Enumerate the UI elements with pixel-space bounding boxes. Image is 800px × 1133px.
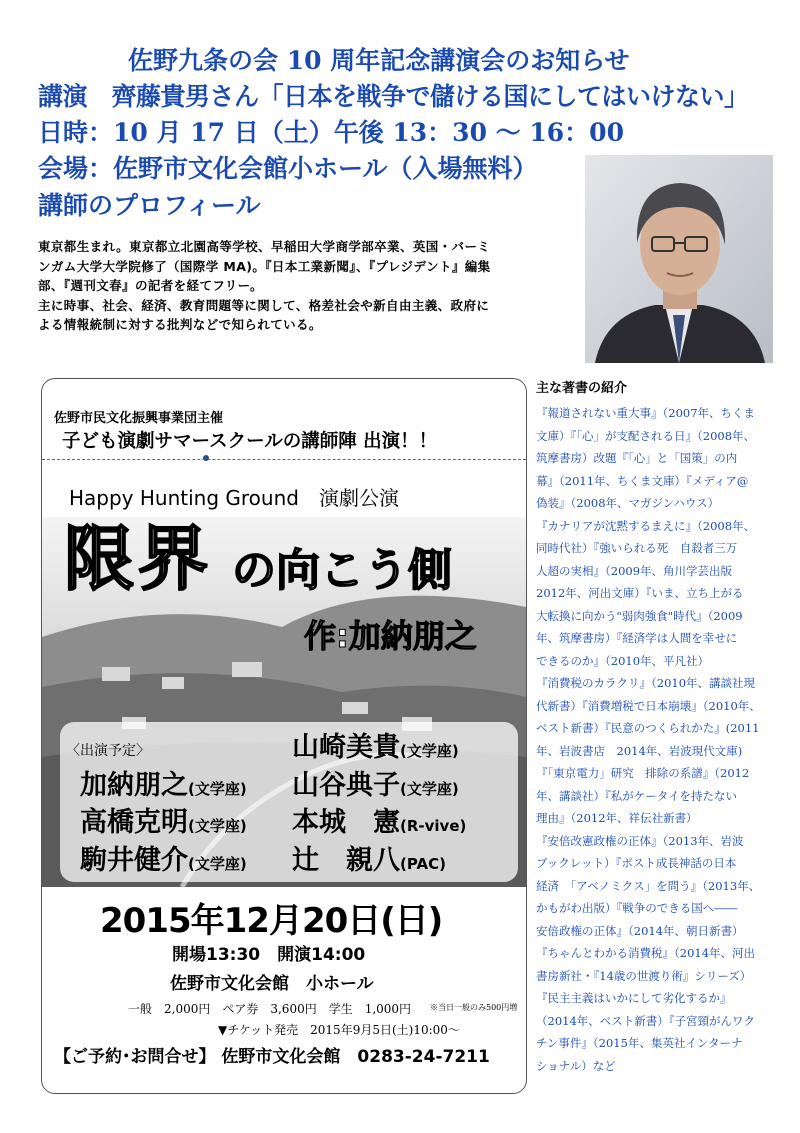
book-line: 幕』（2011年、ちくま文庫）『メディア@ — [536, 473, 749, 488]
speaker-portrait-icon — [585, 155, 773, 363]
cast-member — [292, 725, 459, 764]
book-line: 経済 「アベノミクス」を問う』（2013年、 — [536, 878, 761, 893]
bio-line: 部、『週刊文春』の記者を経てフリー。 — [38, 278, 263, 293]
cast-member — [80, 838, 247, 877]
speaker-bio — [38, 237, 578, 335]
flyer-troupe: Happy Hunting Ground 演劇公演 — [69, 486, 399, 510]
cast-affiliation: (文学座) — [400, 780, 459, 798]
cast-name: 駒井健介 — [80, 845, 188, 876]
divider-dot-icon — [203, 455, 209, 461]
cast-member — [80, 800, 247, 839]
cast-affiliation: (文学座) — [188, 817, 247, 835]
book-line: 『ちゃんとわかる消費税』（2014年、河出 — [536, 946, 756, 960]
cast-heading: 〈出演予定〉 — [66, 743, 150, 759]
book-line: 『民主主義はいかにして劣化するか』 — [536, 991, 732, 1005]
cast-member — [292, 838, 446, 877]
book-line: 『カナリアが沈黙するまえに』（2008年、 — [536, 518, 756, 533]
book-line: 同時代社）『強いられる死 自殺者三万 — [536, 541, 738, 555]
book-line: 『安倍改憲政権の正体』（2013年、岩波 — [536, 833, 744, 848]
play-title-sub: の向こう側 — [232, 545, 452, 596]
cast-name: 加納朋之 — [80, 770, 188, 801]
play-time: 開場13:30 開演14:00 — [172, 945, 366, 965]
play-venue: 佐野市文化会館 小ホール — [170, 974, 374, 994]
cast-affiliation: (文学座) — [188, 780, 247, 798]
book-line: 年、筑摩書房）『経済学は人間を幸せに — [536, 631, 738, 645]
book-line: 『「東京電力」研究 排除の系譜』（2012 — [536, 766, 750, 780]
book-line: 安倍政権の正体』（2014年、朝日新書） — [536, 923, 744, 938]
book-line: できるのか』（2010年、平凡社） — [536, 653, 710, 668]
book-line: 2012年、河出文庫）『いま、立ち上がる — [536, 586, 744, 600]
lecture-title: 講演 齊藤貴男さん「日本を戦争で儲ける国にしてはいけない」 — [38, 82, 749, 111]
cast-affiliation: (文学座) — [188, 855, 247, 873]
books-list — [536, 402, 782, 1077]
event-datetime: 日時：10 月 17 日（土）午後 13：30 ～ 16：00 — [38, 118, 624, 147]
book-line: （2014年、ベスト新書）『子宮頸がんワク — [536, 1013, 756, 1028]
cast-affiliation: (PAC) — [400, 855, 446, 873]
books-section — [536, 377, 782, 1077]
event-venue: 会場：佐野市文化会館小ホール（入場無料） — [38, 154, 538, 183]
cast-affiliation: (R-vive) — [400, 817, 467, 835]
cast-name: 本城 憲 — [292, 807, 400, 838]
book-line: 代新書）『消費増税で日本崩壊』（2010年、 — [536, 698, 761, 713]
book-line: ブックレット）『ポスト成長神話の日本 — [536, 856, 737, 870]
cast-name: 高橋克明 — [80, 807, 188, 838]
book-line: 年、岩波書店 2014年、岩波現代文庫) — [536, 743, 743, 758]
announcement-title: 佐野九条の会 10 周年記念講演会のお知らせ — [128, 46, 630, 75]
bio-line: ンガム大学大学院修了（国際学 MA)。『日本工業新聞』、『プレジデント』編集 — [38, 258, 491, 274]
book-line: 文庫）『「心」が支配される日』（2008年、 — [536, 428, 756, 443]
cast-name: 山崎美貴 — [292, 732, 400, 763]
bio-line: 東京都生まれ。東京都立北園高等学校、早稲田大学商学部卒業、英国・バーミ — [38, 239, 491, 254]
book-line: チン事件』（2015年、集英社インターナ — [536, 1036, 743, 1050]
speaker-photo — [585, 155, 773, 363]
ticket-prices: 一般 2,000円 ペア券 3,600円 学生 1,000円 — [128, 1002, 412, 1016]
profile-heading: 講師のプロフィール — [38, 191, 261, 220]
cast-member — [292, 763, 459, 802]
cast-affiliation: (文学座) — [400, 742, 459, 760]
cast-member — [80, 763, 247, 802]
book-line: 人超の実相』（2009年、角川学芸出版 — [536, 563, 733, 578]
cast-member — [292, 800, 466, 839]
bio-line: よる情報統制に対する批判などで知られている。 — [38, 317, 322, 332]
play-title-main: 限界 — [64, 518, 212, 600]
play-author: 作:加納朋之 — [304, 617, 477, 655]
bio-line: 主に時事、社会、経済、教育問題等に関して、格差社会や新自由主義、政府に — [38, 297, 490, 313]
play-date: 2015年12月20日(日) — [100, 901, 443, 941]
flyer-divider — [42, 459, 526, 460]
books-heading: 主な著書の紹介 — [536, 381, 628, 396]
cast-name: 山谷典子 — [292, 770, 400, 801]
price-note: ※当日一般のみ500円増 — [430, 1003, 518, 1012]
book-line: 筑摩書房）改題『「心」と「国策」の内 — [536, 451, 738, 465]
book-line: 年、講談社）『私がケータイを持たない — [536, 788, 738, 803]
book-line: 偽装』（2008年、マガジンハウス） — [536, 496, 720, 510]
book-line: かもがわ出版）『戦争のできる国へ―― — [536, 901, 738, 915]
book-line: ショナル）など — [536, 1058, 616, 1073]
book-line: ベスト新書）『民意のつくられかた』(2011 — [536, 721, 760, 735]
book-line: 理由』（2012年、祥伝社新書） — [536, 811, 698, 825]
book-line: 『報道されない重大事』（2007年、ちくま — [536, 406, 756, 420]
cast-name: 辻 親八 — [292, 845, 400, 876]
book-line: 『消費税のカラクリ』（2010年、講談社現 — [536, 676, 756, 690]
flyer-sponsor: 佐野市民文化振興事業団主催 — [54, 411, 224, 426]
contact-info: 【ご予約･お問合せ】 佐野市文化会館 0283-24-7211 — [54, 1047, 490, 1067]
ticket-sale-date: ▼チケット発売 2015年9月5日(土)10:00～ — [218, 1023, 460, 1037]
book-line: 大転換に向かう"弱肉強食"時代』（2009 — [536, 608, 743, 623]
book-line: 書房新社・『14歳の世渡り術』シリーズ） — [536, 968, 752, 983]
flyer-tagline: 子ども演劇サマースクールの講師陣 出演！！ — [62, 431, 438, 452]
